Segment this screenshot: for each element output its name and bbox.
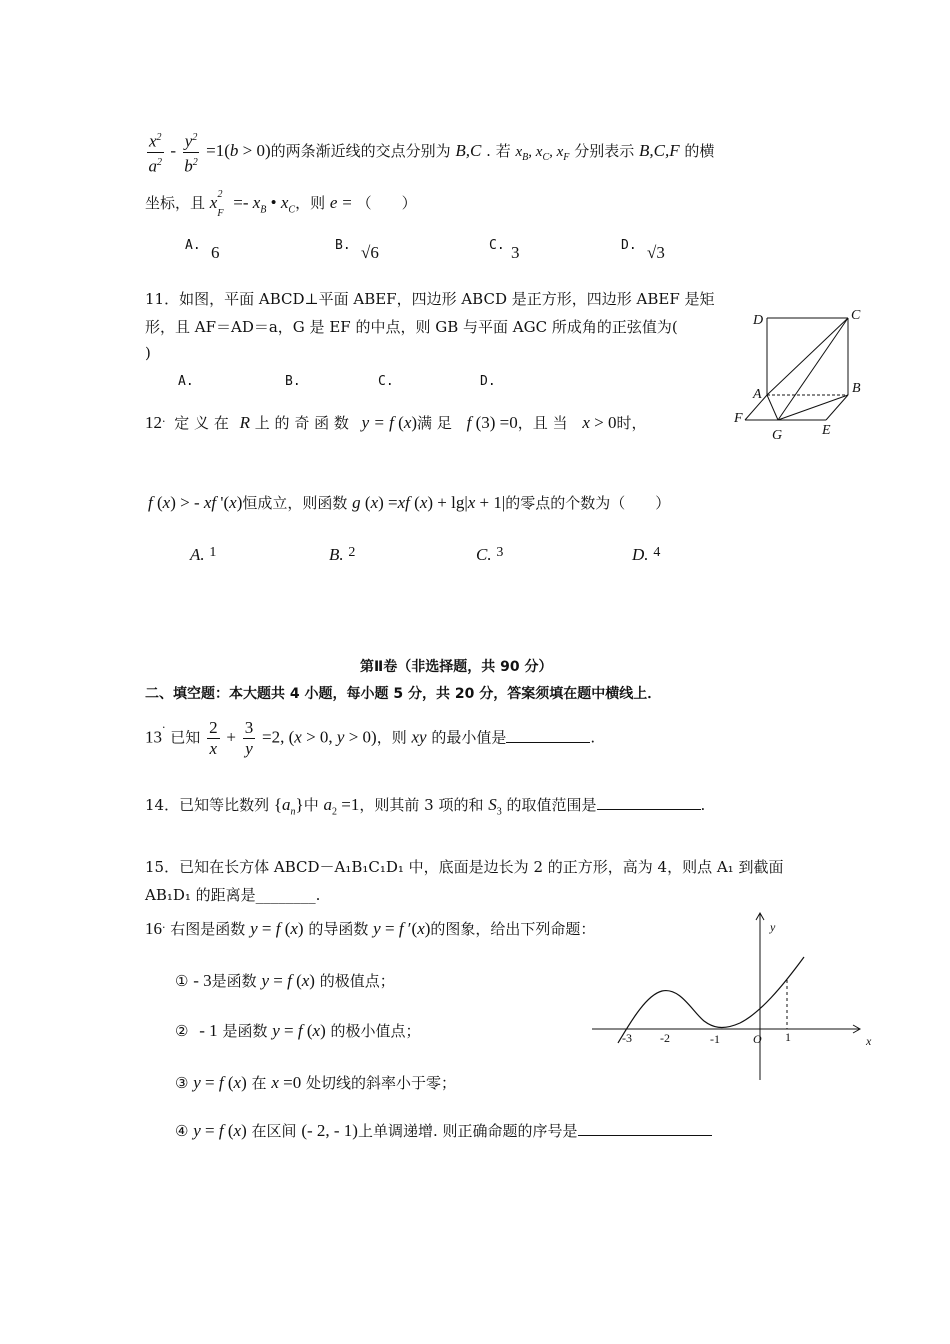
q16-answer-blank[interactable] [578, 1135, 712, 1136]
q11-line3: ) [145, 344, 151, 362]
q10-text-asymptotes: 的两条渐近线的交点分别为 [270, 142, 451, 161]
tick-1: 1 [785, 1030, 791, 1044]
fraction-3-y: $\frac{3}{y}$ [244, 718, 254, 758]
q10-option-a[interactable]: A. 6 [185, 238, 220, 262]
x-axis-label: x [866, 1034, 872, 1048]
q13-answer-blank[interactable] [506, 742, 590, 743]
edge-ag [767, 395, 778, 420]
q15-line1: 15．已知在长方体 ABCD－A₁B₁C₁D₁ 中，底面是边长为 2 的正方形，高为 4，则点 A₁ 到截面 [145, 858, 784, 876]
edge-ca [767, 318, 848, 395]
q10-option-b[interactable]: B. √6 [335, 238, 379, 262]
label-b: B [852, 381, 861, 396]
label-g: G [772, 428, 783, 443]
q12-options [190, 545, 690, 571]
q16-derivative-graph [590, 905, 880, 1090]
q14-line: 14．已知等比数列 $\{a_n\}$中 $a_2 =1$，则其前 3 项的和 $S_3$ 的取值范围是 . [145, 795, 706, 818]
q16-item-4: ④ y = f (x) 在区间 (- 2, - 1)上单调递增. 则正确命题的序号是 [175, 1120, 712, 1141]
q10-option-d[interactable]: D. √3 [621, 238, 665, 262]
tick-neg3: -3 [622, 1031, 632, 1045]
q16-item-1: ① - 3是函数 y = f (x) 的极值点； [175, 971, 395, 990]
q10-options [185, 235, 685, 269]
label-a: A [753, 387, 762, 402]
tick-neg2: -2 [660, 1031, 670, 1045]
q11-option-d[interactable]: D. [480, 374, 496, 389]
fraction-y2-b2: $\frac{y^2}{b^2}$ [183, 128, 200, 176]
q12-line2: f (x) > - xf '(x)恒成立，则函数 g (x) =xf (x) + lg|x + 1|的零点的个数为（ ） [148, 493, 671, 512]
label-f: F [734, 411, 743, 426]
edge-cg [778, 318, 848, 420]
tick-neg1: -1 [710, 1032, 720, 1046]
q15-line2: AB₁D₁ 的距离是________. [145, 886, 321, 904]
section2-heading: 二、填空题：本大题共 4 小题，每小题 5 分，共 20 分，答案须填在题中横线上． [145, 686, 662, 702]
q10-line1: $\frac{x^2}{a^2}$ - $\frac{y^2}{b^2}$ =1(b > 0)的两条渐近线的交点分别为 B,C . 若 $x_B$, $x_C$, $x_F$ 分别表示 B,C,F 的横 [145, 128, 714, 176]
q12-option-c[interactable]: C. 3 [476, 545, 504, 564]
q11-geometry-figure [730, 300, 880, 450]
tick-origin: O [753, 1032, 762, 1046]
q12-option-b[interactable]: B. 2 [329, 545, 356, 564]
y-axis-label: y [770, 920, 776, 934]
label-c: C [851, 308, 861, 323]
q14-answer-blank[interactable] [597, 809, 701, 810]
q12-option-a[interactable]: A. 1 [190, 545, 217, 564]
label-d: D [753, 313, 764, 328]
q13-line: 13. 已知 $\frac{2}{x}$ + $\frac{3}{y}$ =2, (x > 0, y > 0)，则 xy 的最小值是 . [145, 718, 596, 758]
q12-line1: 12. 定 义 在 R 上 的 奇 函 数 y = f (x)满 足 f (3) =0，且 当 x > 0时， [145, 412, 647, 432]
q11-option-b[interactable]: B. [285, 374, 301, 389]
fraction-2-x: $\frac{2}{x}$ [209, 718, 218, 758]
q11-option-c[interactable]: C. [378, 374, 394, 389]
label-e: E [822, 423, 831, 438]
q11-option-a[interactable]: A. [178, 374, 194, 389]
q11-line1: 11．如图，平面 ABCD⊥平面 ABEF，四边形 ABCD 是正方形，四边形 ABEF 是矩 [145, 290, 715, 308]
q16-line: 16. 右图是函数 y = f (x) 的导函数 y = f ′(x)的图象，给出下列命题： [145, 918, 596, 938]
section2-title: 第Ⅱ卷（非选择题，共 90 分） [360, 659, 553, 675]
derivative-curve [618, 957, 804, 1043]
q16-item-2: ② - 1 是函数 y = f (x) 的极小值点； [175, 1021, 421, 1040]
q10-line2: 坐标，且 $x_F^2 =- x_B$ • $x_C$，则 e = （ ） [145, 189, 417, 220]
q16-item-3: ③ y = f (x) 在 x =0 处切线的斜率小于零； [175, 1073, 457, 1092]
fraction-x2-a2: $\frac{x^2}{a^2}$ [147, 128, 164, 176]
q10-option-c[interactable]: C. 3 [489, 238, 520, 262]
q11-line2: 形，且 AF＝AD＝a，G 是 EF 的中点，则 GB 与平面 AGC 所成角的正弦值为( [145, 318, 678, 336]
q12-option-d[interactable]: D. 4 [632, 545, 661, 564]
